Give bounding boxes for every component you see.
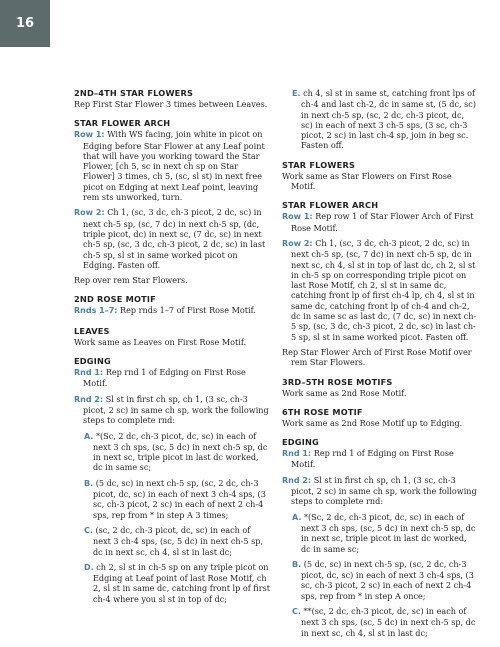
step-label: A. [84, 431, 94, 441]
section-heading: STAR FLOWER ARCH [74, 118, 171, 129]
step-text: (5 dc, sc) in next ch-5 sp, (sc, 2 dc, ch-3 picot, dc, sc) in each of next 3 ch-4 sps, (3 sc, ch-3 picot, 2 sc) in each of next 2 ch-4 sps, rep from * in step A 3 times; [93, 477, 266, 520]
step-paragraph [292, 88, 478, 151]
instruction-section [74, 88, 270, 109]
page-number-tab [0, 0, 50, 47]
instruction-section [282, 407, 478, 428]
instruction-paragraph [282, 448, 478, 470]
instruction-section [74, 118, 270, 285]
step-text: Sl st in first ch sp, ch 1, (3 sc, ch-3 picot, 2 sc) in same ch sp, work the following steps to complete rnd: [83, 393, 269, 426]
step-label: C. [292, 606, 301, 616]
step-text: Work same as Star Flowers on First Rose Motif. [282, 170, 452, 192]
instruction-paragraph [74, 207, 270, 270]
step-paragraph [84, 525, 270, 557]
step-paragraph [292, 606, 478, 638]
page-number: 16 [15, 16, 35, 31]
step-label: B. [84, 478, 94, 488]
section-heading: STAR FLOWERS [282, 159, 356, 170]
instruction-paragraph [74, 394, 270, 426]
instruction-paragraph [74, 129, 270, 202]
step-label: Row 1: [282, 212, 313, 222]
section-heading: 2ND–4TH STAR FLOWERS [74, 88, 194, 98]
instruction-paragraph [282, 238, 478, 342]
step-text: ch 2, sl st in ch-5 sp on any triple picot on Edging at Leaf point of last Rose Motif, ch 2, sl st in same dc, catching front lp of first ch-4 where you sl st in top of dc; [93, 561, 270, 604]
step-label: Rnd 2: [282, 475, 312, 485]
instruction-section [282, 160, 478, 192]
instruction-section [282, 377, 478, 398]
step-text: Work same as 2nd Rose Motif. [282, 387, 407, 398]
instruction-paragraph [74, 337, 270, 347]
instruction-section [282, 437, 478, 638]
instruction-paragraph [74, 99, 270, 109]
step-label: Rnd 1: [282, 449, 312, 459]
right-column [282, 88, 478, 647]
section-heading: 3RD–5TH ROSE MOTIFS [282, 376, 393, 387]
instruction-paragraph [282, 418, 478, 428]
step-label: Rnd 2: [74, 394, 104, 404]
section-heading: 6TH ROSE MOTIF [282, 406, 363, 417]
section-heading: 2ND ROSE MOTIF [74, 294, 156, 305]
step-text: *(Sc, 2 dc, ch-3 picot, dc, sc) in each of next 3 ch sps, (sc, 5 dc) in next ch-5 sp, dc in next sc, triple picot in last dc worked, dc in same sc; [301, 511, 476, 554]
section-heading: EDGING [74, 356, 111, 367]
step-text: Rep Star Flower Arch of First Rose Motif over rem Star Flowers. [282, 346, 472, 368]
instruction-section [282, 200, 478, 367]
step-text: Ch 1, (sc, 3 dc, ch-3 picot, 2 dc, sc) in next ch-5 sp, (sc, 7 dc) in next ch-5 sp, (dc, triple picot, dc) in next sc, (7 dc, sc) in next ch-5 sp, (sc, 3 dc, ch-3 picot, 2 dc, sc) in last ch-5 sp, sl st in same worked picot on Edging. Fasten off. [83, 207, 266, 270]
step-paragraph [84, 431, 270, 473]
step-text: Rep rnds 1–7 of First Rose Motif. [120, 305, 256, 316]
step-paragraph [84, 478, 270, 520]
instruction-paragraph [282, 211, 478, 233]
instruction-paragraph [74, 275, 270, 285]
step-text: *(Sc, 2 dc, ch-3 picot, dc, sc) in each of next 3 ch sps, (sc, 5 dc) in next ch-5 sp, dc in next sc, triple picot in last dc worked, dc in same sc; [93, 430, 268, 473]
instruction-paragraph [282, 347, 478, 368]
section-heading: STAR FLOWER ARCH [282, 200, 379, 211]
step-label: C. [84, 525, 93, 535]
step-text: With WS facing, join white in picot on Edging before Star Flower at any Leaf point that will have you working toward the Star Flower, [ch 5, sc in next ch sp on Star Flower] 3 times, ch 5, (sc, sl st) in next free picot on Edging at next Leaf point, leaving rem sts unworked, turn. [83, 129, 265, 203]
step-paragraph [84, 562, 270, 604]
step-paragraph [292, 512, 478, 554]
step-text: Work same as Leaves on First Rose Motif. [74, 336, 247, 347]
step-text: Ch 1, (sc, 3 dc, ch-3 picot, 2 dc, sc) in next ch-5 sp, (sc, 7 dc) in next ch-5 sp, dc in next sc, ch 4, sl st in top of last dc, ch 2, sl st in ch-5 sp on corresponding triple picot on last Rose Motif, ch 2, sl st in same dc, catching front lp of first ch-4 lp, ch 4, sl st in same dc, catching front lp of ch-4 and ch-2, dc in same sc as last dc, (7 dc, sc) in next ch-5 sp, (sc, 3 dc, ch-3 picot, 2 dc, sc) in last ch-5 sp, sl st in same worked picot. Fasten off. [291, 237, 477, 342]
instruction-paragraph [74, 305, 270, 316]
step-label: Row 1: [74, 130, 105, 140]
left-column [74, 88, 270, 613]
step-label: Rnd 1: [74, 368, 104, 378]
step-label: B. [292, 559, 302, 569]
section-heading: EDGING [282, 437, 319, 448]
step-text: Rep rnd 1 of Edging on First Rose Motif. [83, 367, 246, 389]
section-heading: LEAVES [74, 325, 110, 336]
step-label: Row 2: [282, 238, 313, 248]
step-label: E. [292, 89, 301, 98]
step-text: (5 dc, sc) in next ch-5 sp, (sc, 2 dc, ch-3 picot, dc, sc) in each of next 3 ch-4 sps, (3 sc, ch-3 picot, 2 sc) in each of next 2 ch-4 sps, rep from * in step A once; [301, 558, 474, 601]
instruction-section [74, 294, 270, 316]
instruction-section [74, 356, 270, 604]
instruction-paragraph [74, 367, 270, 389]
step-text: (sc, 2 dc, ch-3 picot, dc, sc) in each of next 3 ch-4 sps, (sc, 5 dc) in next ch-5 sp, dc in next sc, ch 4, sl st in last dc; [93, 524, 263, 557]
instruction-paragraph [282, 475, 478, 507]
step-label: A. [292, 512, 302, 522]
instruction-section [282, 88, 478, 151]
step-label: D. [84, 562, 94, 572]
instruction-paragraph [282, 388, 478, 398]
step-label: Row 2: [74, 208, 105, 218]
step-text: Work same as 2nd Rose Motif up to Edging. [282, 417, 463, 428]
step-text: ch 4, sl st in same st, catching front lps of ch-4 and last ch-2, dc in same st, (5 dc, sc) in next ch-5 sp, (sc, 2 dc, ch-3 picot, dc, sc) in each of next 3 ch-5 sps, (3 sc, ch-3 picot, 2 sc) in last ch-4 sp, join in beg sc. Fasten off. [301, 88, 476, 151]
instruction-paragraph [282, 171, 478, 192]
step-text: Rep over rem Star Flowers. [74, 275, 188, 286]
step-text: Rep First Star Flower 3 times between Leaves. [74, 99, 268, 109]
step-text: **(sc, 2 dc, ch-3 picot, dc, sc) in each of next 3 ch sps, (sc, 5 dc) in next ch-5 sp, dc in next sc, ch 4, sl st in last dc; [301, 605, 476, 638]
step-text: Rep row 1 of Star Flower Arch of First Rose Motif. [291, 211, 474, 233]
step-text: Rep rnd 1 of Edging on First Rose Motif. [291, 448, 454, 470]
step-paragraph [292, 559, 478, 601]
instruction-section [74, 326, 270, 347]
step-text: Sl st in first ch sp, ch 1, (3 sc, ch-3 picot, 2 sc) in same ch sp, work the following steps to complete rnd: [291, 474, 477, 507]
step-label: Rnds 1–7: [74, 306, 118, 316]
